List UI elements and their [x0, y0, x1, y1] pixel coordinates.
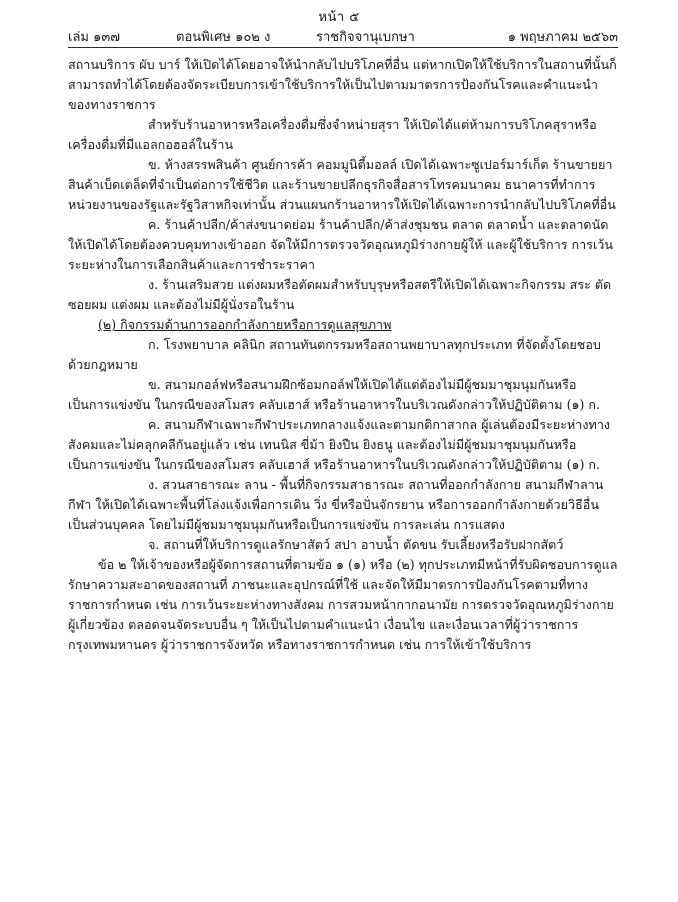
paragraph-item-parks: ง. สวนสาธารณะ ลาน - พื้นที่กิจกรรมสาธารณะ สถานที่ออกกำลังกาย สนามกีฬาลานกีฬา ให้เปิดได้เฉพาะพื้นที่โล่งแจ้งเพื่อการเดิน วิ่ง ขี่หรือปั่นจักรยาน หรือการออกกำลังกายด้วยวิธีอื่นเป็นส่วนบุคคล โดยไม่มีผู้ชมมาชุมนุมกันหรือเป็นการแข่งขัน การละเล่น การแสดง	[68, 477, 604, 532]
header-volume: เล่ม ๑๓๗	[68, 30, 121, 45]
section-heading-2	[68, 315, 618, 335]
paragraph-item-golf: ข. สนามกอล์ฟหรือสนามฝึกซ้อมกอล์ฟให้เปิดได้แต่ต้องไม่มีผู้ชมมาชุมนุมกันหรือเป็นการแข่งขัน ในกรณีของสโมสร คลับเฮาส์ หรือร้านอาหารในบริเวณดังกล่าวให้ปฏิบัติตาม (๑) ก.	[68, 377, 601, 412]
section-heading-text: (๒) กิจกรรมด้านการออกกำลังกายหรือการดูแลสุขภาพ	[98, 317, 392, 332]
header-issue: ตอนพิเศษ ๑๐๒ ง	[176, 30, 271, 45]
header-rule	[68, 47, 618, 48]
header-date: ๑ พฤษภาคม ๒๕๖๓	[507, 30, 618, 45]
document-body	[68, 55, 618, 655]
header-gazette-name: ราชกิจจานุเบกษา	[316, 30, 415, 45]
paragraph-pub-bar: สถานบริการ ผับ บาร์ ให้เปิดได้โดยอาจให้นำกลับไปบริโภคที่อื่น แต่หากเปิดให้ใช้บริการในสถานที่นั้นก็สามารถทำได้โดยต้องจัดระเบียบการเข้าใช้บริการให้เป็นไปตามมาตรการป้องกันโรคและคำแนะนำของทางราชการ	[68, 57, 617, 112]
paragraph-liquor: สำหรับร้านอาหารหรือเครื่องดื่มซึ่งจำหน่ายสุรา ให้เปิดได้แต่ห้ามการบริโภคสุราหรือเครื่องดื่มที่มีแอลกอฮอล์ในร้าน	[68, 117, 597, 152]
paragraph-clause-2: ข้อ ๒ ให้เจ้าของหรือผู้จัดการสถานที่ตามข้อ ๑ (๑) หรือ (๒) ทุกประเภทมีหน้าที่รับผิดชอบการดูแลรักษาความสะอาดของสถานที่ ภาชนะและอุปกรณ์ที่ใช้ และจัดให้มีมาตรการป้องกันโรคตามที่ทางราชการกำหนด เช่น การเว้นระยะห่างทางสังคม การสวมหน้ากากอนามัย การตรวจวัดอุณหภูมิร่างกายผู้เกี่ยวข้อง ตลอดจนจัดระบบอื่น ๆ ให้เป็นไปตามคำแนะนำ เงื่อนไข และเงื่อนเวลาที่ผู้ว่าราชการกรุงเทพมหานคร ผู้ว่าราชการจังหวัด หรือทางราชการกำหนด เช่น การให้เข้าใช้บริการ	[68, 557, 618, 652]
paragraph-item-kho-malls: ข. ห้างสรรพสินค้า ศูนย์การค้า คอมมูนิตี้มอลล์ เปิดได้เฉพาะซูเปอร์มาร์เก็ต ร้านขายยา สินค้าเบ็ดเตล็ดที่จำเป็นต่อการใช้ชีวิต และร้านขายปลีกธุรกิจสื่อสารโทรคมนาคม ธนาคารที่ทำการหน่วยงานของรัฐและรัฐวิสาหกิจเท่านั้น ส่วนแผนกร้านอาหารให้เปิดได้เฉพาะการนำกลับไปบริโภคที่อื่น	[68, 157, 616, 212]
paragraph-item-pet-care: จ. สถานที่ให้บริการดูแลรักษาสัตว์ สปา อาบน้ำ ตัดขน รับเลี้ยงหรือรับฝากสัตว์	[148, 537, 564, 552]
paragraph-item-hospitals: ก. โรงพยาบาล คลินิก สถานทันตกรรมหรือสถานพยาบาลทุกประเภท ที่จัดตั้งโดยชอบด้วยกฎหมาย	[68, 337, 601, 372]
paragraph-item-kho-markets: ค. ร้านค้าปลีก/ค้าส่งขนาดย่อม ร้านค้าปลีก/ค้าส่งชุมชน ตลาด ตลาดน้ำ และตลาดนัด ให้เปิดได้โดยต้องควบคุมทางเข้าออก จัดให้มีการตรวจวัดอุณหภูมิร่างกายผู้ให้ และผู้ใช้บริการ การเว้นระยะห่างในการเลือกสินค้าและการชำระราคา	[68, 217, 613, 272]
page-number: หน้า ๕	[318, 10, 360, 25]
gazette-header	[68, 26, 618, 46]
paragraph-item-ngo-salons: ง. ร้านเสริมสวย แต่งผมหรือตัดผมสำหรับบุรุษหรือสตรีให้เปิดได้เฉพาะกิจกรรม สระ ตัด ซอยผม แต่งผม และต้องไม่มีผู้นั่งรอในร้าน	[68, 277, 612, 312]
paragraph-item-sports-fields: ค. สนามกีฬาเฉพาะกีฬาประเภทกลางแจ้งและตามกติกาสากล ผู้เล่นต้องมีระยะห่างทางสังคมและไม่คลุกคลีกันอยู่แล้ว เช่น เทนนิส ขี่ม้า ยิงปืน ยิงธนู และต้องไม่มีผู้ชมมาชุมนุมกันหรือเป็นการแข่งขัน ในกรณีของสโมสร คลับเฮาส์ หรือร้านอาหารในบริเวณดังกล่าวให้ปฏิบัติตาม (๑) ก.	[68, 417, 611, 472]
